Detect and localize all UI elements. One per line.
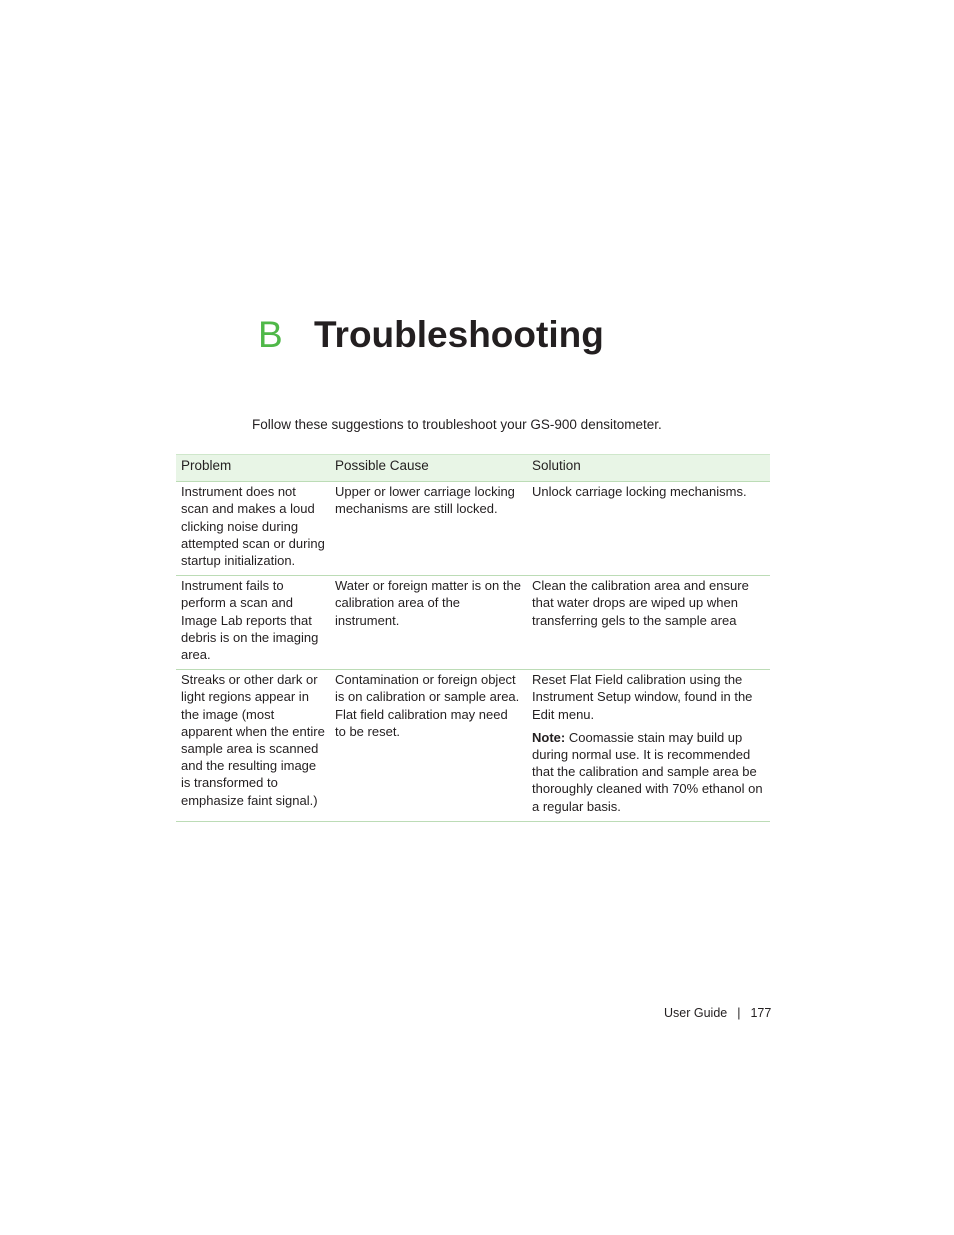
footer-separator: | — [737, 1006, 741, 1020]
cell-cause — [330, 670, 527, 822]
cell-solution — [527, 670, 770, 822]
solution-text: Reset Flat Field calibration using the Instrument Setup window, found in the Edit menu. — [532, 672, 753, 722]
chapter-letter: B — [258, 314, 283, 355]
note-label: Note: — [532, 729, 566, 745]
troubleshooting-table-container — [176, 454, 770, 822]
problem-text: Streaks or other dark or light regions appear in the image (most apparent when the entire sample area is scanned and the resulting image is transformed to emphasize faint signal.) — [181, 672, 325, 808]
header-problem: Problem — [176, 455, 330, 482]
cell-cause — [330, 482, 527, 576]
cell-solution — [527, 482, 770, 576]
note-text: Coomassie stain may build up during normal use. It is recommended that the calibration and sample area be thoroughly cleaned with 70% ethanol on a regular basis. — [532, 729, 763, 814]
solution-text: Clean the calibration area and ensure that water drops are wiped up when transferring gels to the sample area — [532, 578, 749, 628]
header-solution: Solution — [527, 455, 770, 482]
problem-text: Instrument does not scan and makes a loud clicking noise during attempted scan or during startup initialization. — [181, 484, 325, 569]
footer-label: User Guide — [664, 1006, 728, 1020]
table-row — [176, 576, 770, 670]
problem-text: Instrument fails to perform a scan and Image Lab reports that debris is on the imaging area. — [181, 578, 319, 663]
cell-solution — [527, 576, 770, 670]
solution-note — [532, 729, 765, 815]
chapter-title: Troubleshooting — [314, 314, 604, 355]
table-row — [176, 670, 770, 822]
solution-text: Unlock carriage locking mechanisms. — [532, 484, 747, 500]
header-possible-cause: Possible Cause — [330, 455, 527, 482]
page-number: 177 — [750, 1006, 772, 1020]
cause-text: Upper or lower carriage locking mechanisms are still locked. — [335, 484, 515, 517]
cell-problem — [176, 482, 330, 576]
cell-problem — [176, 576, 330, 670]
table-header-row — [176, 455, 770, 482]
cause-text: Contamination or foreign object is on calibration or sample area. Flat field calibration may need to be reset. — [335, 672, 520, 739]
troubleshooting-table — [176, 454, 770, 822]
cause-text: Water or foreign matter is on the calibration area of the instrument. — [335, 578, 521, 628]
table-row — [176, 482, 770, 576]
cell-cause — [330, 576, 527, 670]
page-footer — [664, 1005, 771, 1022]
intro-text: Follow these suggestions to troubleshoot your GS-900 densitometer. — [252, 417, 662, 432]
cell-problem — [176, 670, 330, 822]
